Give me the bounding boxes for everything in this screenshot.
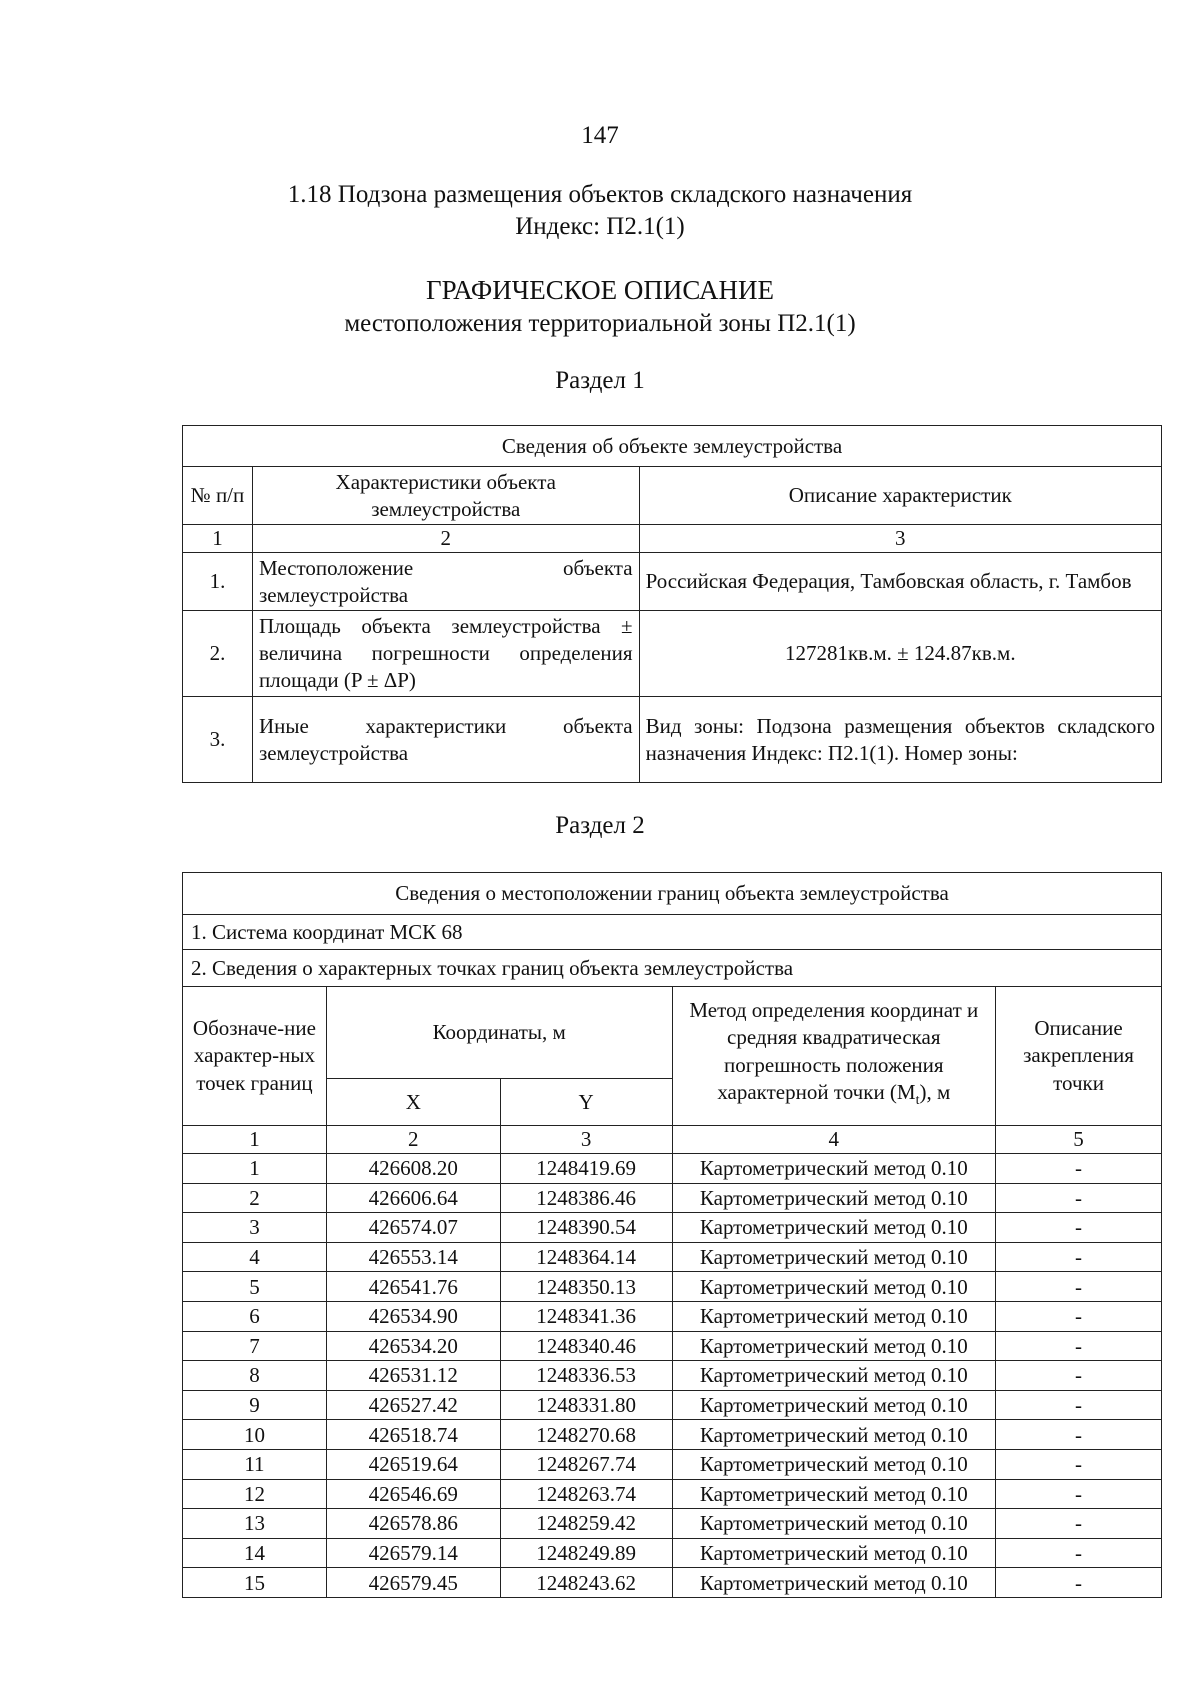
object-info-table (182, 425, 1162, 783)
point-id: 1 (183, 1154, 327, 1184)
point-y: 1248386.46 (500, 1183, 672, 1213)
point-method: Картометрический метод 0.10 (672, 1509, 996, 1539)
table-row (183, 1420, 1162, 1450)
point-method: Картометрический метод 0.10 (672, 1272, 996, 1302)
point-y: 1248364.14 (500, 1242, 672, 1272)
col-number: 2 (252, 525, 639, 553)
point-x: 426608.20 (326, 1154, 500, 1184)
point-method: Картометрический метод 0.10 (672, 1242, 996, 1272)
point-y: 1248243.62 (500, 1568, 672, 1598)
page-number: 147 (581, 122, 619, 149)
table-title: Сведения о местоположении границ объекта землеустройства (183, 873, 1162, 915)
table-row (183, 1390, 1162, 1420)
document-subheading: местоположения территориальной зоны П2.1(1) (344, 310, 856, 337)
table-row (183, 1272, 1162, 1302)
point-fixing: - (996, 1449, 1162, 1479)
section-1-label: Раздел 1 (555, 367, 645, 394)
table-row (183, 1568, 1162, 1598)
zone-index: Индекс: П2.1(1) (515, 213, 685, 240)
row-characteristic: Площадь объекта землеустройства ± величина погрешности определения площади (P ± ΔP) (252, 611, 639, 697)
point-fixing: - (996, 1154, 1162, 1184)
row-description: 127281кв.м. ± 124.87кв.м. (639, 611, 1161, 697)
point-fixing: - (996, 1538, 1162, 1568)
point-method: Картометрический метод 0.10 (672, 1420, 996, 1450)
section-2-label: Раздел 2 (555, 812, 645, 839)
point-fixing: - (996, 1301, 1162, 1331)
point-id: 13 (183, 1509, 327, 1539)
point-method: Картометрический метод 0.10 (672, 1568, 996, 1598)
table-row (183, 1449, 1162, 1479)
point-id: 10 (183, 1420, 327, 1450)
point-x: 426534.90 (326, 1301, 500, 1331)
point-x: 426519.64 (326, 1449, 500, 1479)
col-number: 4 (672, 1126, 996, 1154)
col-number: 3 (500, 1126, 672, 1154)
point-method: Картометрический метод 0.10 (672, 1449, 996, 1479)
point-fixing: - (996, 1331, 1162, 1361)
col-number: 3 (639, 525, 1161, 553)
point-method: Картометрический метод 0.10 (672, 1213, 996, 1243)
col-header-fixing: Описание закрепления точки (996, 987, 1162, 1126)
point-x: 426518.74 (326, 1420, 500, 1450)
point-y: 1248419.69 (500, 1154, 672, 1184)
point-method: Картометрический метод 0.10 (672, 1361, 996, 1391)
point-id: 4 (183, 1242, 327, 1272)
point-fixing: - (996, 1509, 1162, 1539)
point-x: 426553.14 (326, 1242, 500, 1272)
point-id: 11 (183, 1449, 327, 1479)
point-fixing: - (996, 1420, 1162, 1450)
point-x: 426531.12 (326, 1361, 500, 1391)
point-fixing: - (996, 1568, 1162, 1598)
point-x: 426579.14 (326, 1538, 500, 1568)
table-row (183, 1361, 1162, 1391)
table-row (183, 1509, 1162, 1539)
point-x: 426541.76 (326, 1272, 500, 1302)
point-method: Картометрический метод 0.10 (672, 1331, 996, 1361)
document-heading: ГРАФИЧЕСКОЕ ОПИСАНИЕ (425, 275, 775, 305)
col-header-method: Метод определения координат и средняя квадратическая погрешность положения характерной точки $(M_t)$, м (672, 987, 996, 1126)
point-id: 7 (183, 1331, 327, 1361)
row-description: Российская Федерация, Тамбовская область, г. Тамбов (639, 553, 1161, 611)
point-y: 1248259.42 (500, 1509, 672, 1539)
point-y: 1248270.68 (500, 1420, 672, 1450)
row-characteristic: Иные характеристики объекта землеустройства (252, 697, 639, 783)
points-section-title: 2. Сведения о характерных точках границ объекта землеустройства (183, 950, 1162, 987)
point-method: Картометрический метод 0.10 (672, 1538, 996, 1568)
table-row (183, 697, 1162, 783)
point-x: 426534.20 (326, 1331, 500, 1361)
row-number: 3. (183, 697, 253, 783)
point-id: 5 (183, 1272, 327, 1302)
point-x: 426574.07 (326, 1213, 500, 1243)
point-x: 426578.86 (326, 1509, 500, 1539)
point-id: 8 (183, 1361, 327, 1391)
point-method: Картометрический метод 0.10 (672, 1301, 996, 1331)
point-y: 1248350.13 (500, 1272, 672, 1302)
col-header-characteristic: Характеристики объекта землеустройства (252, 467, 639, 525)
point-method: Картометрический метод 0.10 (672, 1479, 996, 1509)
point-id: 2 (183, 1183, 327, 1213)
table-row (183, 1154, 1162, 1184)
table-row (183, 1538, 1162, 1568)
col-header-number: № п/п (183, 467, 253, 525)
point-fixing: - (996, 1479, 1162, 1509)
point-method: Картометрический метод 0.10 (672, 1390, 996, 1420)
col-header-x: X (326, 1079, 500, 1126)
coordinate-system: 1. Система координат МСК 68 (183, 915, 1162, 950)
boundary-points-table (182, 872, 1162, 1598)
col-number: 2 (326, 1126, 500, 1154)
point-x: 426579.45 (326, 1568, 500, 1598)
point-fixing: - (996, 1183, 1162, 1213)
table-row (183, 1301, 1162, 1331)
point-fixing: - (996, 1390, 1162, 1420)
point-y: 1248331.80 (500, 1390, 672, 1420)
zone-title: 1.18 Подзона размещения объектов складского назначения (287, 181, 913, 208)
point-id: 15 (183, 1568, 327, 1598)
table-row (183, 1183, 1162, 1213)
table-row (183, 1213, 1162, 1243)
table-row (183, 1331, 1162, 1361)
point-x: 426606.64 (326, 1183, 500, 1213)
row-number: 2. (183, 611, 253, 697)
table-row (183, 611, 1162, 697)
col-header-coordinates: Координаты, м (326, 987, 672, 1079)
row-characteristic: Местоположение объекта землеустройства (252, 553, 639, 611)
col-header-designation: Обозначе-ние характер-ных точек границ (183, 987, 327, 1126)
point-x: 426546.69 (326, 1479, 500, 1509)
point-y: 1248390.54 (500, 1213, 672, 1243)
col-header-y: Y (500, 1079, 672, 1126)
table-row (183, 1479, 1162, 1509)
point-y: 1248249.89 (500, 1538, 672, 1568)
col-number: 5 (996, 1126, 1162, 1154)
col-number: 1 (183, 525, 253, 553)
point-id: 14 (183, 1538, 327, 1568)
point-fixing: - (996, 1213, 1162, 1243)
col-header-description: Описание характеристик (639, 467, 1161, 525)
point-id: 12 (183, 1479, 327, 1509)
point-y: 1248341.36 (500, 1301, 672, 1331)
point-y: 1248267.74 (500, 1449, 672, 1479)
point-y: 1248340.46 (500, 1331, 672, 1361)
point-id: 3 (183, 1213, 327, 1243)
point-id: 6 (183, 1301, 327, 1331)
point-method: Картометрический метод 0.10 (672, 1154, 996, 1184)
point-fixing: - (996, 1361, 1162, 1391)
point-fixing: - (996, 1272, 1162, 1302)
point-id: 9 (183, 1390, 327, 1420)
table-row (183, 1242, 1162, 1272)
point-x: 426527.42 (326, 1390, 500, 1420)
row-description: Вид зоны: Подзона размещения объектов складского назначения Индекс: П2.1(1). Номер зоны: (639, 697, 1161, 783)
table-title: Сведения об объекте землеустройства (183, 426, 1162, 467)
table-row (183, 553, 1162, 611)
point-method: Картометрический метод 0.10 (672, 1183, 996, 1213)
row-number: 1. (183, 553, 253, 611)
point-y: 1248336.53 (500, 1361, 672, 1391)
point-fixing: - (996, 1242, 1162, 1272)
col-number: 1 (183, 1126, 327, 1154)
point-y: 1248263.74 (500, 1479, 672, 1509)
